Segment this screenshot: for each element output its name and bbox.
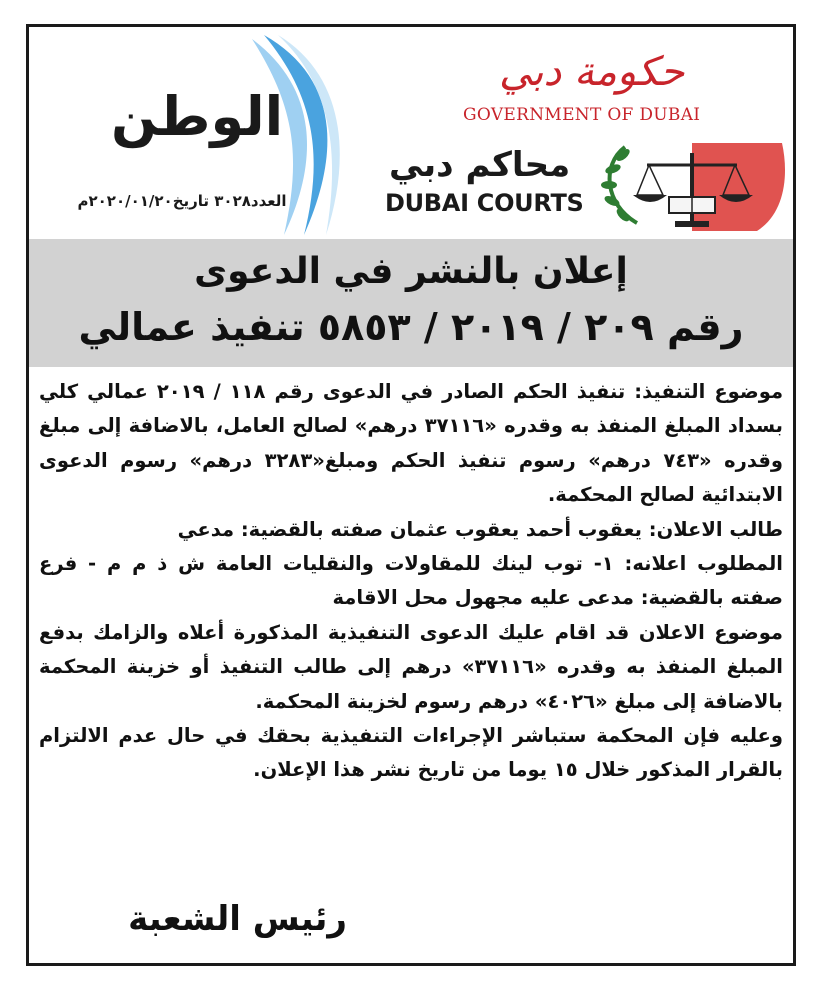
- execution-subject: موضوع التنفيذ: تنفيذ الحكم الصادر في الدعوى رقم ١١٨ / ٢٠١٩ عمالي كلي بسداد المبلغ المنفذ به وقدره «٣٧١١٦ درهم» لصالح العامل، بالاضافة إلى مبلغ وقدره «٧٤٣ درهم» رسوم تنفيذ الحكم ومبلغ«٣٢٨٣ درهم» رسوم الدعوى الابتدائية لصالح المحكمة.: [39, 380, 784, 507]
- announcement-subject: موضوع الاعلان قد اقام عليك الدعوى التنفيذية المذكورة أعلاه والزامك بدفع المبلغ المنفذ به وقدره «٣٧١١٦» درهم إلى طالب التنفيذ أو خزينة المحكمة بالاضافة إلى مبلغ «٤٠٢٦» درهم رسوم لخزينة المحكمة.: [39, 620, 783, 713]
- requesting-party: طالب الاعلان: يعقوب أحمد يعقوب عثمان صفته بالقضية: مدعي: [177, 517, 783, 541]
- header: [29, 27, 793, 239]
- announcement-body: [39, 375, 783, 788]
- title-banner: [29, 239, 793, 367]
- courts-name-english: DUBAI COURTS: [385, 189, 584, 217]
- signature: رئيس الشعبة: [128, 899, 347, 939]
- dubai-courts-scales-emblem: [597, 135, 787, 235]
- announcement-title: إعلان بالنشر في الدعوى: [194, 251, 628, 292]
- newspaper-name: الوطن: [111, 85, 284, 148]
- case-number: رقم ٢٠٩ / ٢٠١٩ / ٥٨٥٣ تنفيذ عمالي: [78, 305, 744, 349]
- closing-notice: وعليه فإن المحكمة ستباشر الإجراءات التنفيذية بحقك في حال عدم الالتزام بالقرار المذكور خلال ١٥ يوما من تاريخ نشر هذا الإعلان.: [39, 724, 783, 782]
- government-name-arabic: حكومة دبي: [499, 49, 685, 95]
- government-name-english: GOVERNMENT OF DUBAI: [463, 105, 701, 125]
- issue-date-line: العدد٣٠٢٨ تاريخ٢٠٢٠/٠١/٢٠م: [77, 192, 287, 210]
- courts-name-arabic: محاكم دبي: [389, 145, 571, 185]
- announcement-frame: [26, 24, 796, 966]
- party-to-notify: المطلوب اعلانه: ١- توب لينك للمقاولات والنقليات العامة ش ذ م م - فرع صفته بالقضية: مدعى عليه مجهول محل الاقامة: [39, 552, 783, 610]
